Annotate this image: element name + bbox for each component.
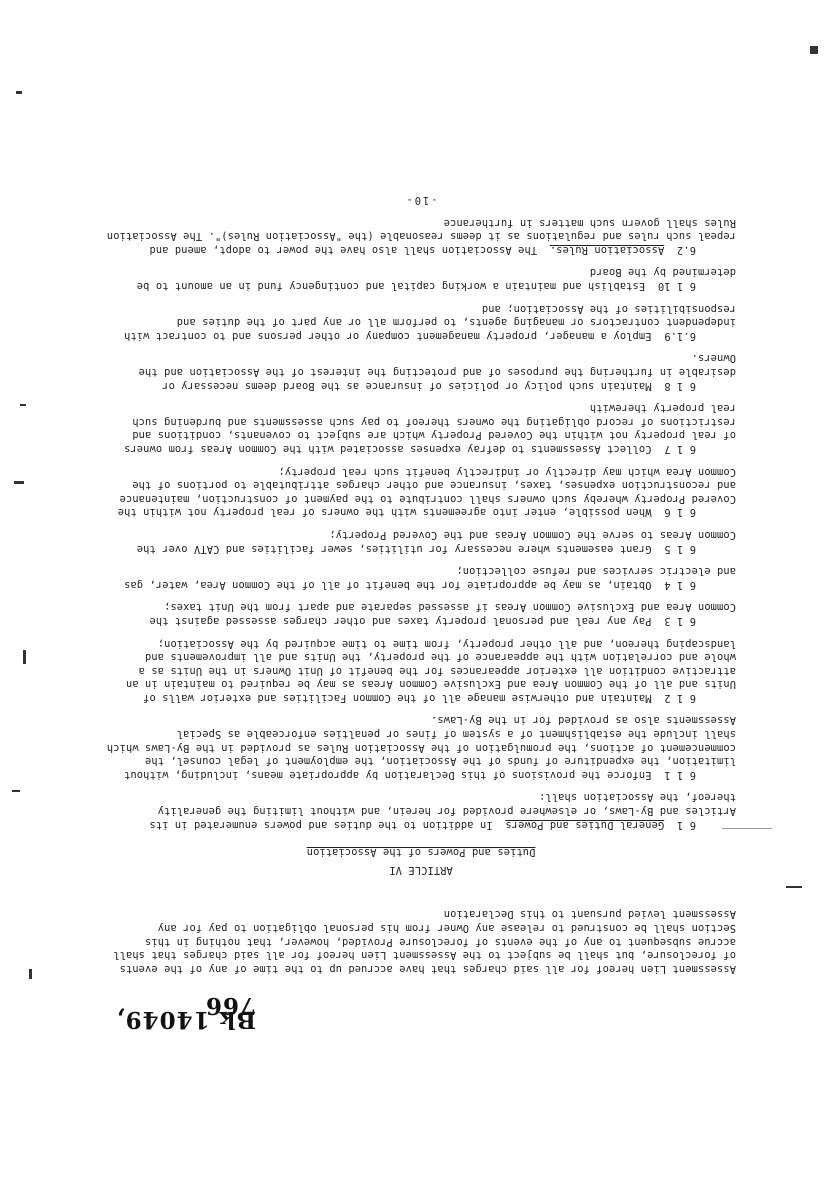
article-heading: Duties and Powers of the Association <box>306 846 536 859</box>
scan-mark <box>20 404 26 406</box>
section-6-1-10 <box>106 265 736 292</box>
section-text: In addition to the duties and powers enumerated in its Articles and By-Laws, or elsewhere provided for herein, and without limiting the generality thereof, the Association shall: <box>149 791 736 831</box>
section-text: Establish and maintain a working capital and contingency fund in an amount to be determined by the Board <box>136 266 736 293</box>
scan-mark <box>16 91 22 94</box>
section-number: 6 1 2 <box>664 691 696 704</box>
scan-mark <box>786 886 802 888</box>
section-text: Maintain and otherwise manage all of the Common Facilities and exterior walls of Units and all of the Common Area and Exclusive Common Areas as may be required to maintain in an attractive condition all exterior appearances for the benefit of Unit Owners in the Units as a whole and correlation with the appearance of the property, the Units and all improvements and landscaping thereon, and all other property, from time to time acquired by the Association; <box>125 637 736 704</box>
section-title: Association Rules. <box>549 243 665 256</box>
section-text: Employ a manager, property management company or other persons and to contract with independent contractors or managing agents, to perform all or any part of the duties and responsibilities of the Association; and <box>123 302 736 342</box>
section-number: 6 1 <box>676 818 696 831</box>
carry-over-paragraph: Assessment Lien hereof for all said charges that have accrued up to the time of any of the events of foreclosure, but shall be subject to the Assessment Lien hereof for all said charges that shall accrue subsequent to any of the events of foreclosure Provided, however, that nothing in this Section shall be construed to release any Owner from his personal obligation to pay for any Assessment levied pursuant to this Declaration <box>113 908 736 975</box>
scan-mark <box>29 969 32 979</box>
section-6-1-8 <box>106 351 736 392</box>
scan-mark <box>23 650 26 664</box>
section-6-1-6 <box>106 464 736 518</box>
section-6-1-5 <box>106 527 736 554</box>
section-text: The Association shall also have the power to adopt, amend and repeal such rules and regulations as it deems reasonable (the "Association Rules)". The Association Rules shall govern such matters in furtherance <box>106 216 736 256</box>
section-6-1-4 <box>106 564 736 591</box>
scan-mark <box>810 46 818 54</box>
section-number: 6 1 1 <box>664 768 696 781</box>
section-number: 6 1 10 <box>657 280 696 293</box>
section-text: Pay any real and personal property taxes and other charges assessed against the Common Area and Exclusive Common Areas if assessed separate and apart from the Unit taxes; <box>149 601 736 627</box>
section-number: 6 1 7 <box>664 443 696 455</box>
section-6-1-1 <box>106 713 736 781</box>
section-text: Collect Assessments to defray expenses associated with the Common Areas from owners of real property not within the Covered Property which are subject to covenants, conditions and restrictions of record obligating the owners thereof to pay such assessments and burdening such real property therewith <box>123 402 736 455</box>
scan-mark <box>12 790 20 792</box>
section-6-1-9 <box>106 301 736 342</box>
section-6-1 <box>106 790 736 831</box>
section-title: General Duties and Powers <box>505 818 665 831</box>
section-number: 6 1 8 <box>664 379 696 392</box>
article-label: ARTICLE VI <box>389 863 453 876</box>
section-6-1-2 <box>106 636 736 704</box>
scan-mark <box>722 828 772 829</box>
section-number: 6.2 <box>676 243 696 256</box>
page-number: -10- <box>404 194 438 207</box>
section-6-1-3 <box>106 600 736 627</box>
section-6-2 <box>106 215 736 256</box>
section-number: 6 1 5 <box>664 542 696 555</box>
section-text: Grant easements where necessary for utilities, sewer facilities and CATV over the Common Areas to serve the Common Areas and the Covered Property; <box>136 528 736 555</box>
section-text: Maintain such policy or policies of insurance as the Board deems necessary or desirable in furthering the purposes of and protecting the interest of the Association and the Owners. <box>138 352 736 392</box>
document-body <box>106 193 736 1033</box>
section-text: Enforce the provisions of this Declaration by appropriate means, including, without limitation, the expenditure of funds of the Association, the employment of legal counsel, the commencement of actions, the promulgation of the Association Rules as provided in the By-Laws which shall include the establishment of a system of fines or penalties enforceable as Special Assessments also as provided for in the By-Laws. <box>106 714 736 781</box>
section-number: 6 1 3 <box>664 614 696 627</box>
section-text: Obtain, as may be appropriate for the benefit of all of the Common Area, water, gas and electric services and refuse collection; <box>123 565 736 591</box>
section-number: 6 1 4 <box>664 578 696 591</box>
section-number: 6 1 6 <box>664 506 696 519</box>
book-page-stamp: Bk 14049, 766 <box>115 992 256 1033</box>
section-6-1-7 <box>106 401 736 455</box>
scan-mark <box>14 481 24 484</box>
section-text: When possible, enter into agreements with the owners of real property not within the Covered Property whereby such owners shall contribute to the payment of construction, maintenance and reconstruction expenses, taxes, insurance and other charges attributable to portions of the Common Area which may directly or indirectly benefit such real property; <box>117 465 736 519</box>
section-number: 6.1.9 <box>664 329 696 342</box>
